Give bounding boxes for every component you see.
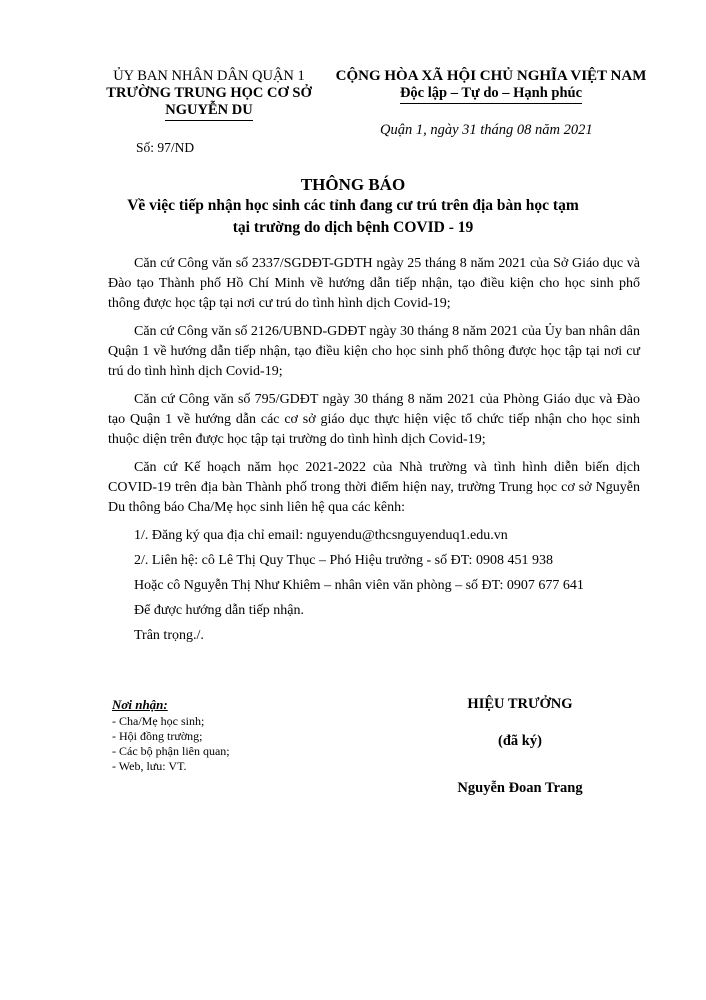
issuer-district: ỦY BAN NHÂN DÂN QUẬN 1 (113, 68, 305, 84)
body-paragraph: Căn cứ Công văn số 795/GDĐT ngày 30 tháng 8 năm 2021 của Phòng Giáo dục và Đào tạo Quận 1 về hướng dẫn các cơ sở giáo dục thực hiện việc tổ chức tiếp nhận cho học sinh thuộc diện trên được học tập tại trường do tình hình dịch Covid-19; (108, 392, 640, 447)
recipient-item: - Các bộ phận liên quan; (112, 744, 230, 758)
document-number: Số: 97/ND (136, 140, 195, 155)
closing-line: Trân trọng./. (134, 628, 204, 643)
signer-name: Nguyễn Đoan Trang (457, 780, 583, 796)
document-date: Quận 1, ngày 31 tháng 08 năm 2021 (380, 122, 593, 138)
recipient-item: - Web, lưu: VT. (112, 759, 187, 773)
document-subtitle-line2: tại trường do dịch bệnh COVID - 19 (232, 219, 474, 236)
recipient-item: - Hội đồng trường; (112, 729, 203, 743)
document-subtitle-line1: Về việc tiếp nhận học sinh các tỉnh đang cư trú trên địa bàn học tạm (127, 197, 579, 214)
contact-phone-2: Hoặc cô Nguyễn Thị Như Khiêm – nhân viên văn phòng – số ĐT: 0907 677 641 (134, 578, 584, 593)
guidance-line: Để được hướng dẫn tiếp nhận. (134, 603, 304, 618)
issuer-school-line1: TRƯỜNG TRUNG HỌC CƠ SỞ (106, 85, 312, 101)
document-body (108, 254, 640, 651)
recipient-item: - Cha/Mẹ học sinh; (112, 714, 205, 728)
issuer-block (84, 68, 334, 121)
contact-email: 1/. Đăng ký qua địa chỉ email: nguyendu@thcsnguyenduq1.edu.vn (134, 528, 508, 543)
national-motto: Độc lập – Tự do – Hạnh phúc (400, 85, 582, 104)
body-paragraph: Căn cứ Kế hoạch năm học 2021-2022 của Nhà trường và tình hình diễn biến dịch COVID-19 trên địa bàn Thành phố trong thời điểm hiện nay, trường Trung học cơ sở Nguyễn Du thông báo Cha/Mẹ học sinh liên hệ qua các kênh: (108, 460, 640, 515)
issuer-school-line2: NGUYỄN DU (165, 102, 252, 121)
signer-role: HIỆU TRƯỞNG (467, 696, 573, 712)
document-title: THÔNG BÁO (300, 175, 406, 194)
body-paragraph: Căn cứ Công văn số 2126/UBND-GDĐT ngày 30 tháng 8 năm 2021 của Ủy ban nhân dân Quận 1 về hướng dẫn tiếp nhận, tạo điều kiện cho học sinh phổ thông được học tập tại nơi cư trú do tình hình dịch Covid-19; (108, 324, 640, 379)
recipients-block (112, 697, 230, 774)
national-title: CỘNG HÒA XÃ HỘI CHỦ NGHĨA VIỆT NAM (335, 68, 647, 84)
recipients-label: Nơi nhận: (112, 697, 168, 712)
contact-phone-1: 2/. Liên hệ: cô Lê Thị Quy Thục – Phó Hiệu trưởng - số ĐT: 0908 451 938 (134, 553, 553, 568)
body-paragraph: Căn cứ Công văn số 2337/SGDĐT-GDTH ngày 25 tháng 8 năm 2021 của Sở Giáo dục và Đào tạo Thành phố Hồ Chí Minh về hướng dẫn tiếp nhận, tạo điều kiện cho học sinh phổ thông được học tập tại nơi cư trú do tình hình dịch Covid-19; (108, 256, 640, 311)
national-header (326, 68, 656, 104)
signed-status: (đã ký) (498, 733, 542, 749)
